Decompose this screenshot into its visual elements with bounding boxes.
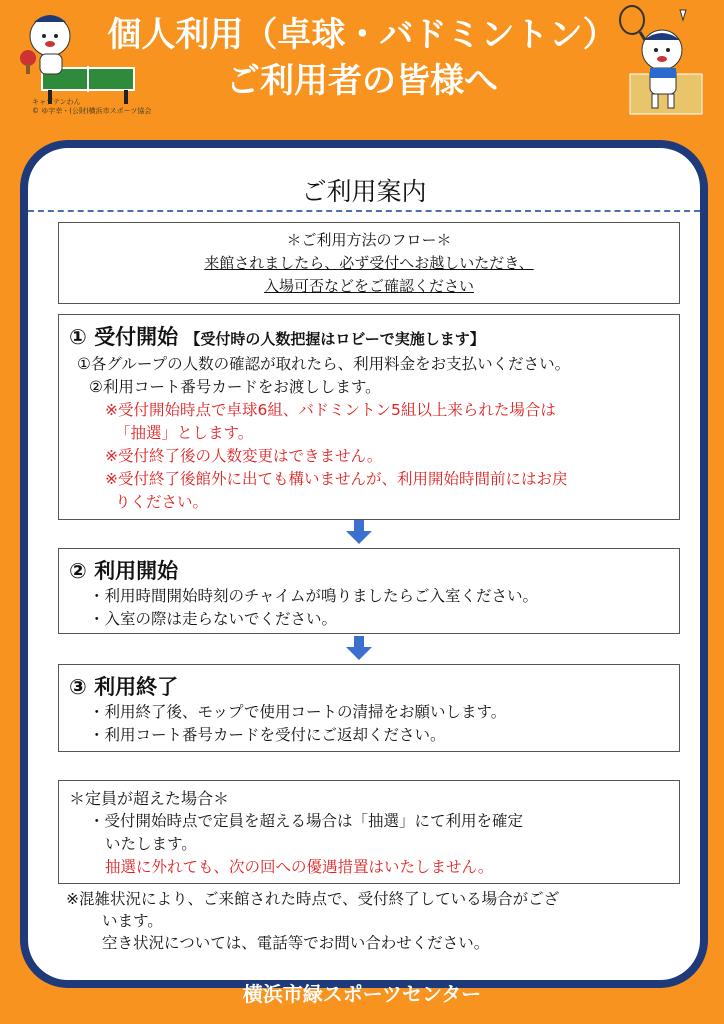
flow-line-2: 入場可否などをご確認ください xyxy=(263,277,474,295)
title-line-1: 個人利用（卓球・バドミントン） xyxy=(107,15,617,55)
arrow-down-icon xyxy=(346,636,372,660)
step-usage-start xyxy=(58,548,680,634)
step3-item-1: ・利用終了後、モップで使用コートの清掃をお願いします。 xyxy=(89,703,507,721)
note-line-1: ※混雑状況により、ご来館された時点で、受付終了している場合がござ xyxy=(66,890,560,908)
step1-warning-1a: ※受付開始時点で卓球6組、バドミントン5組以上来られた場合は xyxy=(105,401,556,419)
step-usage-end xyxy=(58,664,680,752)
step2-item-1: ・利用時間開始時刻のチャイムが鳴りましたらご入室ください。 xyxy=(89,587,539,605)
flow-box xyxy=(58,222,680,304)
capacity-item-1b: いたします。 xyxy=(105,835,197,853)
flow-line-1: 来館されましたら、必ず受付へお越しいただき、 xyxy=(204,254,534,272)
step1-heading-row xyxy=(69,323,669,353)
capacity-item-1a: ・受付開始時点で定員を超える場合は「抽選」にて利用を確定 xyxy=(89,812,524,830)
step1-warning-3b: りください。 xyxy=(115,493,209,511)
note-line-2: います。 xyxy=(102,912,163,930)
step1-warning-1b: 「抽選」とします。 xyxy=(115,424,254,442)
step1-item-2: ②利用コート番号カードをお渡しします。 xyxy=(89,378,381,396)
step3-heading: ③ 利用終了 xyxy=(69,675,179,699)
organization-name: 横浜市緑スポーツセンター xyxy=(242,982,482,1006)
mascot-credit: キャプテンわん © ゆ字幸・(公財)横浜市スポーツ協会 xyxy=(32,98,152,115)
capacity-box xyxy=(58,780,680,884)
step-reception-start xyxy=(58,314,680,520)
capacity-warning: 抽選に外れても、次の回への優遇措置はいたしません。 xyxy=(105,858,494,876)
step1-heading: ① 受付開始 xyxy=(69,325,179,349)
step1-item-1: ①各グループの人数の確認が取れたら、利用料金をお支払いください。 xyxy=(77,355,571,373)
flow-heading: ＊ご利用方法のフロー＊ xyxy=(286,231,452,249)
step1-warning-2: ※受付終了後の人数変更はできません。 xyxy=(105,447,383,465)
mascot-badminton-icon xyxy=(610,4,710,116)
panel-title: ご利用案内 xyxy=(301,177,427,206)
step3-item-2: ・利用コート番号カードを受付にご返却ください。 xyxy=(89,726,446,744)
panel-divider xyxy=(28,210,700,212)
note-line-3: 空き状況については、電話等でお問い合わせください。 xyxy=(102,934,490,952)
step2-heading: ② 利用開始 xyxy=(69,559,179,583)
capacity-heading: ＊定員が超えた場合＊ xyxy=(69,789,230,808)
title-line-2: ご利用者の皆様へ xyxy=(226,61,498,101)
congestion-note xyxy=(66,888,686,954)
arrow-down-icon xyxy=(346,520,372,544)
step2-item-2: ・入室の際は走らないでください。 xyxy=(89,610,338,628)
info-panel xyxy=(20,140,708,988)
step1-warning-3a: ※受付終了後館外に出ても構いませんが、利用開始時間前にはお戻 xyxy=(105,470,568,488)
step1-note: 【受付時の人数把握はロビーで実施します】 xyxy=(185,330,485,348)
